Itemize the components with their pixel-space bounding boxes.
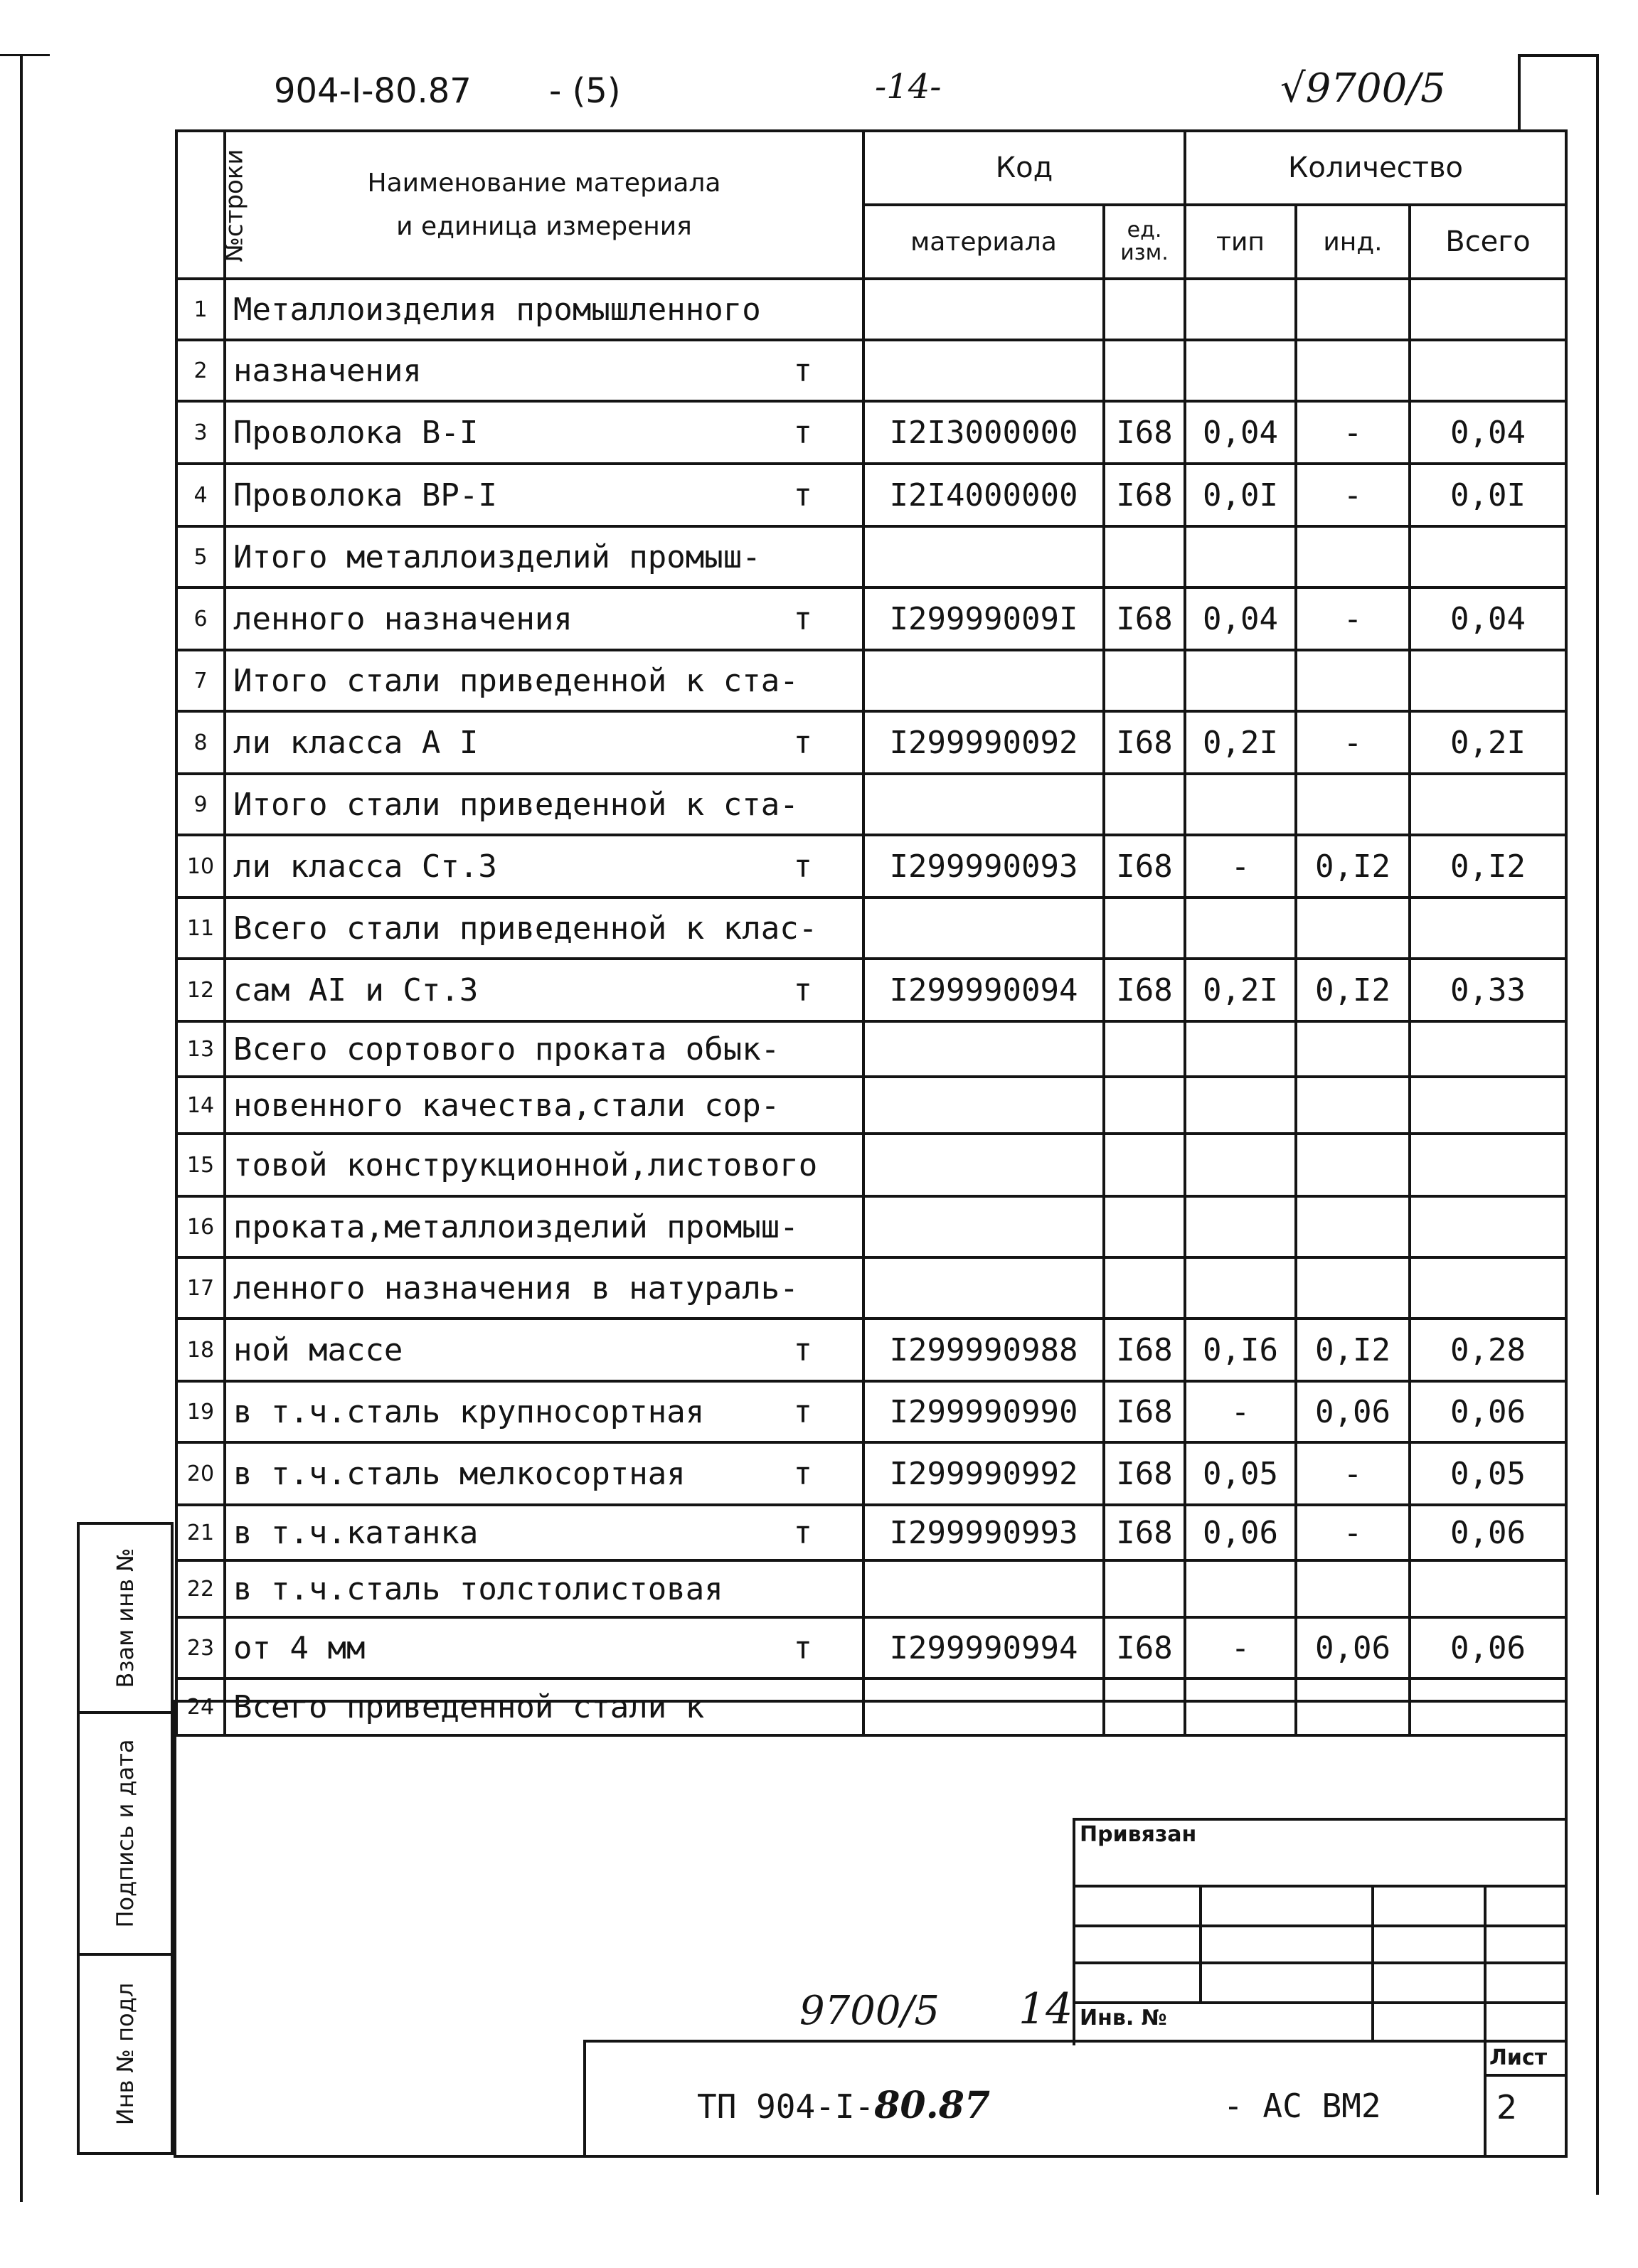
qty-type: 0,0I [1185, 464, 1296, 526]
qty-type: 0,2I [1185, 959, 1296, 1021]
unit-of-measure: т [793, 477, 812, 513]
unit-code: I68 [1104, 1617, 1185, 1678]
table-row [176, 1257, 1566, 1319]
qty-total: 0,0I [1410, 464, 1566, 526]
material-name-text: Итого металлоизделий промыш- [233, 538, 761, 575]
qty-total: 0,04 [1410, 587, 1566, 650]
unit-of-measure: т [793, 352, 812, 389]
unit-of-measure: т [793, 1455, 812, 1492]
qty-type: 0,04 [1185, 587, 1296, 650]
unit-code: I68 [1104, 1319, 1185, 1381]
material-name [225, 835, 863, 898]
qty-total [1410, 650, 1566, 711]
qty-ind: 0,I2 [1296, 959, 1410, 1021]
unit-of-measure: т [793, 848, 812, 885]
row-number: 9 [176, 774, 225, 835]
qty-total [1410, 1560, 1566, 1617]
material-name [225, 898, 863, 959]
material-name-text: назначения [233, 352, 422, 389]
qty-total: 0,06 [1410, 1505, 1566, 1560]
frame-top-right-v [1596, 54, 1599, 132]
unit-code [1104, 1021, 1185, 1077]
unit-code: I68 [1104, 587, 1185, 650]
material-name-text: новенного качества,стали сор- [233, 1087, 780, 1124]
material-name [225, 1319, 863, 1381]
table-row [176, 1077, 1566, 1134]
qty-total: 0,04 [1410, 401, 1566, 464]
row-number: 17 [176, 1257, 225, 1319]
material-name-text: Всего приведенной стали к [233, 1688, 705, 1725]
material-name-text: Проволока ВР-I [233, 477, 497, 513]
name-header: Наименование материала и единица измерения [225, 131, 863, 279]
unit-of-measure: т [793, 724, 812, 761]
material-name [225, 340, 863, 401]
qty-type [1185, 1196, 1296, 1257]
margin-vzam-inv: Взам инв № [77, 1522, 174, 1714]
margin-signature-date: Подпись и дата [77, 1711, 174, 1956]
qty-ind: 0,I2 [1296, 835, 1410, 898]
table-row [176, 401, 1566, 464]
qty-total [1410, 898, 1566, 959]
unit-code [1104, 526, 1185, 587]
material-name-text: товой конструкционной,листового [233, 1146, 818, 1183]
material-code: I299990093 [863, 835, 1104, 898]
qty-type [1185, 898, 1296, 959]
qty-ind-header: инд. [1296, 205, 1410, 279]
frame-top-right-h [1518, 54, 1597, 57]
table-row [176, 835, 1566, 898]
material-name [225, 1678, 863, 1735]
unit-of-measure: т [793, 414, 812, 451]
material-code: I2I3000000 [863, 401, 1104, 464]
material-name [225, 711, 863, 774]
material-code: I299990092 [863, 711, 1104, 774]
margin-stamp [77, 1522, 174, 2155]
qty-total [1410, 774, 1566, 835]
material-name [225, 1077, 863, 1134]
qty-total [1410, 1021, 1566, 1077]
row-number: 21 [176, 1505, 225, 1560]
doc-code: 904-I-80.87 [274, 71, 472, 111]
material-code [863, 526, 1104, 587]
row-number: 8 [176, 711, 225, 774]
unit-code: I68 [1104, 401, 1185, 464]
material-name-text: Итого стали приведенной к ста- [233, 786, 799, 823]
material-code: I299990993 [863, 1505, 1104, 1560]
qty-type: 0,2I [1185, 711, 1296, 774]
handwritten-archive-no: 9700/5 [799, 1988, 940, 2034]
qty-total: 0,33 [1410, 959, 1566, 1021]
qty-type [1185, 1134, 1296, 1196]
qty-ind [1296, 1196, 1410, 1257]
row-number: 22 [176, 1560, 225, 1617]
material-name-text: в т.ч.сталь крупносортная [233, 1393, 705, 1430]
unit-of-measure: т [793, 1629, 812, 1666]
unit-of-measure: т [793, 971, 812, 1008]
qty-ind [1296, 1021, 1410, 1077]
table-row [176, 279, 1566, 340]
material-code [863, 1134, 1104, 1196]
table-row [176, 650, 1566, 711]
material-code [863, 1196, 1104, 1257]
qty-total [1410, 1134, 1566, 1196]
qty-ind: - [1296, 711, 1410, 774]
material-name [225, 1134, 863, 1196]
unit-code: I68 [1104, 1381, 1185, 1442]
qty-total: 0,I2 [1410, 835, 1566, 898]
material-code: I299990094 [863, 959, 1104, 1021]
qty-total [1410, 1196, 1566, 1257]
row-number: 23 [176, 1617, 225, 1678]
table-row [176, 1560, 1566, 1617]
qty-total-header: Всего [1410, 205, 1566, 279]
qty-ind [1296, 340, 1410, 401]
unit-code [1104, 1257, 1185, 1319]
material-code: I29999009I [863, 587, 1104, 650]
table-row [176, 1134, 1566, 1196]
table-row [176, 464, 1566, 526]
top-left-edge [0, 54, 50, 56]
material-code [863, 774, 1104, 835]
unit-code [1104, 774, 1185, 835]
table-row [176, 1196, 1566, 1257]
material-name [225, 1257, 863, 1319]
qty-total [1410, 1257, 1566, 1319]
title-doc-code: ТП 904-I-80.87 [697, 2084, 991, 2127]
qty-type: - [1185, 835, 1296, 898]
qty-ind [1296, 526, 1410, 587]
material-code [863, 340, 1104, 401]
material-name [225, 650, 863, 711]
qty-type [1185, 1021, 1296, 1077]
material-code [863, 898, 1104, 959]
material-name-text: в т.ч.сталь мелкосортная [233, 1455, 686, 1492]
material-name [225, 1381, 863, 1442]
qty-ind: - [1296, 1505, 1410, 1560]
unit-of-measure: т [793, 600, 812, 637]
unit-code [1104, 898, 1185, 959]
materials-table [175, 129, 1568, 1737]
material-name [225, 587, 863, 650]
unit-code [1104, 279, 1185, 340]
title-doc-suffix: - АС ВМ2 [1223, 2087, 1381, 2125]
qty-ind [1296, 1077, 1410, 1134]
unit-code [1104, 340, 1185, 401]
qty-ind: - [1296, 1442, 1410, 1505]
frame-left-border [20, 54, 23, 2202]
material-code: I2I4000000 [863, 464, 1104, 526]
unit-of-measure: т [793, 1393, 812, 1430]
qty-ind: 0,I2 [1296, 1319, 1410, 1381]
qty-type [1185, 774, 1296, 835]
unit-code: I68 [1104, 959, 1185, 1021]
table-row [176, 1319, 1566, 1381]
qty-total: 0,06 [1410, 1381, 1566, 1442]
material-name-text: в т.ч.сталь толстолистовая [233, 1570, 723, 1607]
qty-type [1185, 1077, 1296, 1134]
qty-ind [1296, 650, 1410, 711]
row-number: 16 [176, 1196, 225, 1257]
material-name [225, 1196, 863, 1257]
sheet-label: Лист [1489, 2045, 1548, 2070]
material-name [225, 1560, 863, 1617]
qty-total: 0,05 [1410, 1442, 1566, 1505]
material-name-text: ленного назначения в натураль- [233, 1269, 799, 1306]
qty-ind [1296, 898, 1410, 959]
qty-type [1185, 1678, 1296, 1735]
qty-total [1410, 1077, 1566, 1134]
code-material-header: материала [863, 205, 1104, 279]
row-number: 14 [176, 1077, 225, 1134]
frame-right-border [1596, 132, 1599, 2195]
material-name [225, 959, 863, 1021]
material-name-text: ной массе [233, 1331, 403, 1368]
unit-code: I68 [1104, 711, 1185, 774]
material-name-text: Металлоизделия промышленного [233, 291, 761, 328]
material-name-text: ли класса Ст.3 [233, 848, 497, 885]
row-number: 11 [176, 898, 225, 959]
qty-type: 0,06 [1185, 1505, 1296, 1560]
qty-total [1410, 1678, 1566, 1735]
qty-total [1410, 526, 1566, 587]
qty-type: 0,04 [1185, 401, 1296, 464]
qty-total [1410, 279, 1566, 340]
material-code [863, 1560, 1104, 1617]
row-number: 6 [176, 587, 225, 650]
material-name-text: Всего сортового проката обык- [233, 1031, 780, 1068]
table-row [176, 774, 1566, 835]
material-code [863, 1021, 1104, 1077]
material-code [863, 650, 1104, 711]
table-row [176, 959, 1566, 1021]
qty-ind [1296, 1134, 1410, 1196]
qty-ind [1296, 279, 1410, 340]
material-name-text: от 4 мм [233, 1629, 366, 1666]
material-code [863, 1077, 1104, 1134]
archive-number: √9700/5 [1280, 65, 1446, 112]
material-name [225, 464, 863, 526]
unit-code [1104, 1134, 1185, 1196]
qty-type [1185, 340, 1296, 401]
row-number: 4 [176, 464, 225, 526]
material-name-text: ленного назначения [233, 600, 573, 637]
material-name [225, 1442, 863, 1505]
table-row [176, 587, 1566, 650]
frame-inner-right [1565, 1700, 1568, 2158]
material-name [225, 526, 863, 587]
row-number: 10 [176, 835, 225, 898]
unit-code [1104, 650, 1185, 711]
row-number: 20 [176, 1442, 225, 1505]
material-name-text: ли класса А I [233, 724, 479, 761]
material-code: I299990990 [863, 1381, 1104, 1442]
qty-ind [1296, 1257, 1410, 1319]
qty-type: 0,05 [1185, 1442, 1296, 1505]
material-name [225, 774, 863, 835]
handwritten-page-no: 14 [1019, 1984, 1073, 2034]
row-number: 2 [176, 340, 225, 401]
frame-top-right [1518, 54, 1521, 132]
unit-code [1104, 1196, 1185, 1257]
table-row [176, 340, 1566, 401]
unit-code [1104, 1077, 1185, 1134]
table-row [176, 711, 1566, 774]
unit-code [1104, 1560, 1185, 1617]
row-number-header: №строки [176, 131, 225, 279]
qty-ind: - [1296, 587, 1410, 650]
row-number: 1 [176, 279, 225, 340]
row-number: 18 [176, 1319, 225, 1381]
qty-type: - [1185, 1617, 1296, 1678]
table-row [176, 1617, 1566, 1678]
unit-code: I68 [1104, 1505, 1185, 1560]
material-name [225, 279, 863, 340]
row-number: 15 [176, 1134, 225, 1196]
material-name-text: проката,металлоизделий промыш- [233, 1208, 799, 1245]
unit-code: I68 [1104, 835, 1185, 898]
material-code [863, 1678, 1104, 1735]
material-name-text: Итого стали приведенной к ста- [233, 662, 799, 699]
material-code: I299990988 [863, 1319, 1104, 1381]
unit-code [1104, 1678, 1185, 1735]
table-row [176, 898, 1566, 959]
row-number: 3 [176, 401, 225, 464]
material-name-text: Всего стали приведенной к клас- [233, 910, 818, 947]
material-code: I299990992 [863, 1442, 1104, 1505]
qty-type [1185, 279, 1296, 340]
frame-bottom-border [174, 2155, 1568, 2158]
unit-of-measure: т [793, 1331, 812, 1368]
sheet-number: 2 [1496, 2088, 1518, 2126]
inv-no-label: Инв. № [1080, 2006, 1167, 2030]
unit-code: I68 [1104, 464, 1185, 526]
table-row [176, 1678, 1566, 1735]
unit-of-measure: т [793, 1514, 812, 1551]
row-number: 13 [176, 1021, 225, 1077]
material-name-text: Проволока В-I [233, 414, 479, 451]
qty-ind [1296, 774, 1410, 835]
qty-ind: - [1296, 464, 1410, 526]
row-number: 12 [176, 959, 225, 1021]
margin-inv-podl: Инв № подл [77, 1953, 174, 2155]
frame-inner-left [174, 1700, 176, 2158]
code-header: Код [863, 131, 1185, 205]
code-unit-header: ед. изм. [1104, 205, 1185, 279]
qty-type: 0,I6 [1185, 1319, 1296, 1381]
row-number: 24 [176, 1678, 225, 1735]
qty-total: 0,28 [1410, 1319, 1566, 1381]
qty-type [1185, 1560, 1296, 1617]
material-name [225, 1617, 863, 1678]
qty-ind [1296, 1560, 1410, 1617]
row-number: 7 [176, 650, 225, 711]
row-number: 19 [176, 1381, 225, 1442]
table-row [176, 1021, 1566, 1077]
material-name [225, 1021, 863, 1077]
row-number: 5 [176, 526, 225, 587]
material-code: I299990994 [863, 1617, 1104, 1678]
qty-type: - [1185, 1381, 1296, 1442]
table-row [176, 526, 1566, 587]
material-name [225, 401, 863, 464]
table-row [176, 1442, 1566, 1505]
privyazan-label: Привязан [1080, 1822, 1197, 1847]
qty-total: 0,2I [1410, 711, 1566, 774]
qty-ind: 0,06 [1296, 1617, 1410, 1678]
page-number: -14- [875, 67, 942, 107]
qty-ind: 0,06 [1296, 1381, 1410, 1442]
material-code [863, 1257, 1104, 1319]
material-name-text: в т.ч.катанка [233, 1514, 479, 1551]
material-name-text: сам AI и Ст.3 [233, 971, 479, 1008]
qty-ind [1296, 1678, 1410, 1735]
table-row [176, 1505, 1566, 1560]
qty-type-header: тип [1185, 205, 1296, 279]
material-code [863, 279, 1104, 340]
qty-total [1410, 340, 1566, 401]
qty-total: 0,06 [1410, 1617, 1566, 1678]
quantity-header: Количество [1185, 131, 1566, 205]
doc-suffix: - (5) [549, 71, 621, 111]
qty-type [1185, 650, 1296, 711]
qty-ind: - [1296, 401, 1410, 464]
qty-type [1185, 1257, 1296, 1319]
material-name [225, 1505, 863, 1560]
unit-code: I68 [1104, 1442, 1185, 1505]
table-row [176, 1381, 1566, 1442]
qty-type [1185, 526, 1296, 587]
